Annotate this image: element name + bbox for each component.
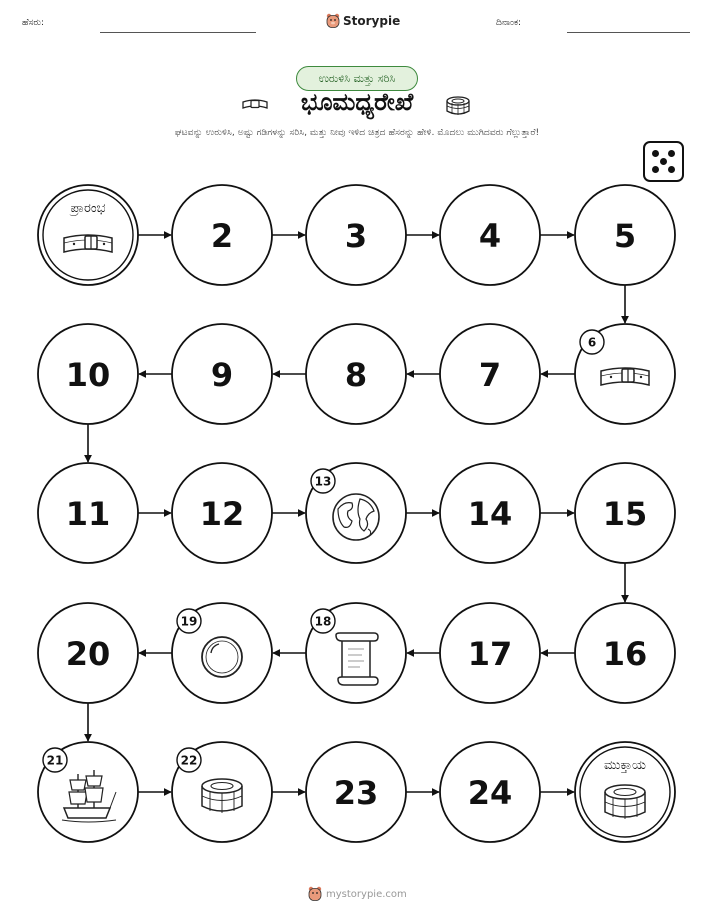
start-label: ಪ್ರಾರಂಭ: [70, 201, 106, 216]
board-cell-4: [440, 185, 540, 285]
globe-icon: [333, 494, 379, 540]
cell-number: 4: [478, 217, 502, 255]
cell-number: 14: [467, 495, 513, 533]
storypie-logo-icon: [308, 886, 322, 902]
cell-number: 8: [344, 356, 368, 394]
board-cell-25: [575, 742, 675, 842]
board-cell-2: [172, 185, 272, 285]
belt-icon: [64, 235, 112, 252]
board-cell-24: [440, 742, 540, 842]
cell-number: 20: [65, 635, 111, 673]
board-cell-21: [38, 742, 138, 842]
board-cell-9: [172, 324, 272, 424]
board-cell-12: [172, 463, 272, 563]
board-cell-15: [575, 463, 675, 563]
board-cell-11: [38, 463, 138, 563]
cell-number: 15: [602, 495, 648, 533]
belt-icon: [601, 368, 649, 385]
board-cell-13: [306, 463, 406, 563]
cell-number: 12: [199, 495, 245, 533]
cell-number: 16: [602, 635, 648, 673]
cell-number: 7: [478, 356, 502, 394]
board-cell-5: [575, 185, 675, 285]
cell-number: 10: [65, 356, 111, 394]
cell-number: 11: [65, 495, 111, 533]
game-subtitle: ಉರುಳಿಸಿ ಮತ್ತು ಸರಿಸಿ: [296, 66, 418, 91]
board-cell-19: [172, 603, 272, 703]
board-cell-17: [440, 603, 540, 703]
board-cell-1: [38, 185, 138, 285]
cell-number-badge: 6: [587, 335, 597, 350]
instructions: ಘಟವನ್ನು ಉರುಳಿಸಿ, ಅಷ್ಟು ಗಡಿಗಳನ್ನು ಸರಿಸಿ, ಮತ್ತು ನೀವು ಇಳಿದ ಚಿತ್ರದ ಹೆಸರನ್ನು ಹೇಳಿ. ಮೊದಲು ಮುಗಿದವರು ಗೆಲ್ಲುತ್ತಾರೆ!: [174, 127, 540, 138]
cell-number: 2: [210, 217, 234, 255]
board-cell-3: [306, 185, 406, 285]
board-cell-16: [575, 603, 675, 703]
board-cell-6: [575, 324, 675, 424]
board-cell-22: [172, 742, 272, 842]
cell-number: 17: [467, 635, 513, 673]
board-cell-10: [38, 324, 138, 424]
cell-number-badge: 21: [46, 753, 64, 768]
board-cell-7: [440, 324, 540, 424]
cell-number: 9: [210, 356, 234, 394]
cell-number-badge: 18: [314, 614, 332, 629]
cell-number-badge: 22: [180, 753, 198, 768]
finish-label: ಮುಕ್ತಾಯ: [604, 758, 646, 773]
cell-number: 3: [344, 217, 368, 255]
cell-number: 24: [467, 774, 513, 812]
cell-number-badge: 13: [314, 474, 332, 489]
board-cell-18: [306, 603, 406, 703]
board-cell-20: [38, 603, 138, 703]
board-cell-23: [306, 742, 406, 842]
cell-number: 23: [333, 774, 379, 812]
name-label: ಹೆಸರು:: [22, 18, 45, 28]
cell-number-badge: 19: [180, 614, 198, 629]
footer: [308, 886, 407, 902]
date-label: ದಿನಾಂಕ:: [496, 18, 522, 28]
footer-url: mystorypie.com: [326, 888, 407, 900]
brand-name: Storypie: [343, 14, 401, 28]
board-cell-8: [306, 324, 406, 424]
bubble-icon: [202, 637, 242, 677]
board-cell-14: [440, 463, 540, 563]
cell-number: 5: [613, 217, 637, 255]
game-title: ಭೂಮಧ್ಯರೇಖೆ: [300, 88, 414, 116]
